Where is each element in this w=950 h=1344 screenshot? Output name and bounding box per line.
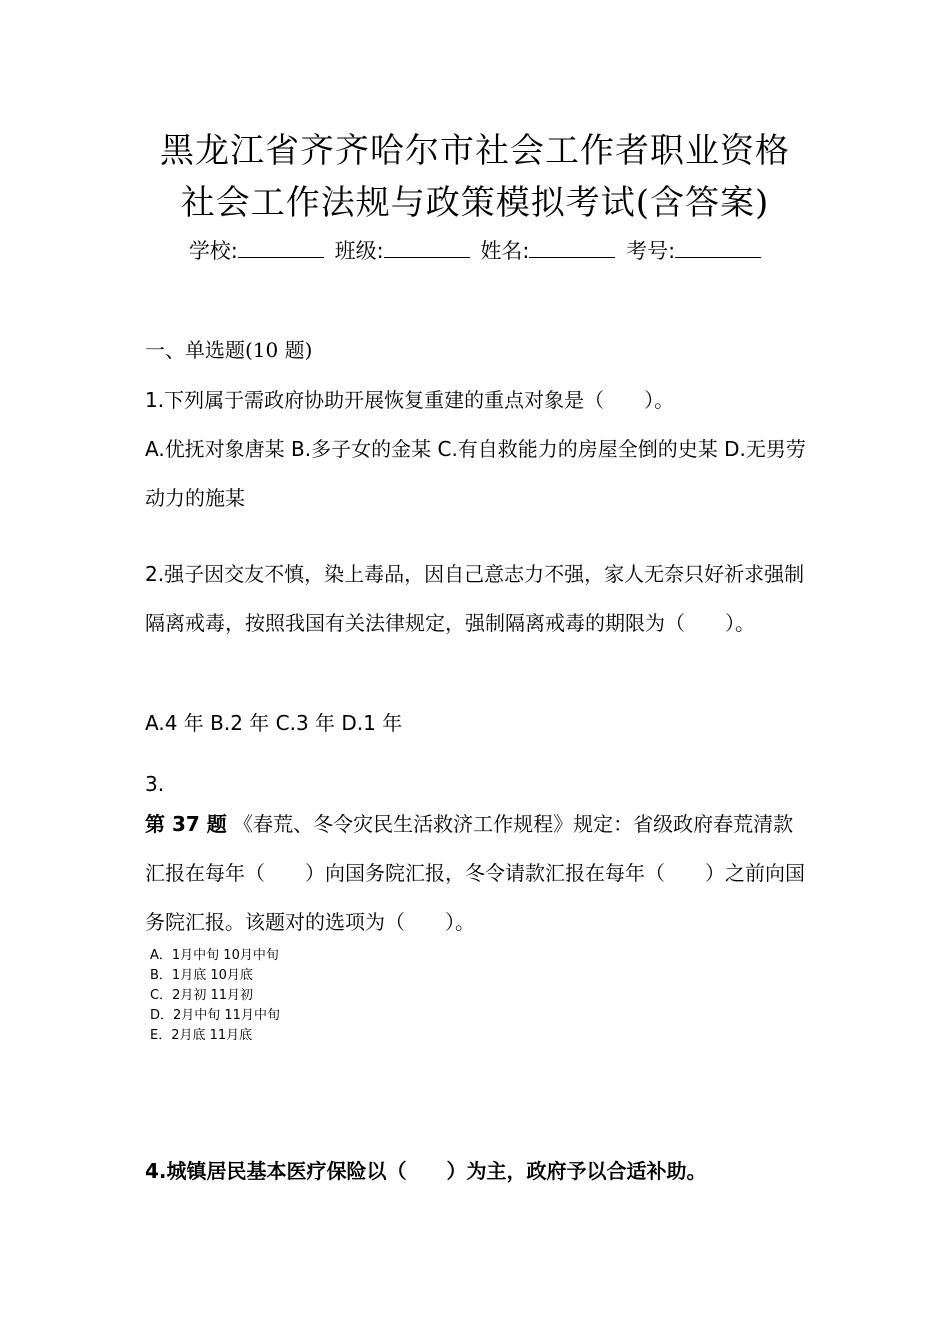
question-3-option-c: C．2月初 11月初 — [150, 988, 254, 1003]
question-2-options: A.4 年 B.2 年 C.3 年 D.1 年 — [145, 711, 403, 735]
question-3-label: 第 37 题 — [145, 812, 227, 836]
question-4-stem: 4.城镇居民基本医疗保险以（ ）为主，政府予以合适补助。 — [145, 1159, 707, 1183]
question-3-stem: 《春荒、冬令灾民生活救济工作规程》规定：省级政府春荒清款汇报在每年（ ）向国务院汇报，冬令请款汇报在每年（ ）之前向国务院汇报。该题对的选项为（ ）。 — [145, 812, 805, 934]
name-label: 姓名: — [480, 239, 530, 263]
document-title-line1: 黑龙江省齐齐哈尔市社会工作者职业资格 — [160, 131, 790, 171]
question-3-option-b: B．1月底 10月底 — [150, 968, 253, 983]
student-info-line — [0, 236, 950, 266]
school-blank — [238, 237, 324, 258]
question-1-options: A.优抚对象唐某 B.多子女的金某 C.有自救能力的房屋全倒的史某 D.无男劳动力的施某 — [145, 437, 806, 510]
exam-number-field — [626, 239, 761, 263]
question-3-option-e: E．2月底 11月底 — [150, 1028, 253, 1043]
exam-number-blank — [675, 237, 761, 258]
document-title-line2: 社会工作法规与政策模拟考试(含答案) — [180, 183, 770, 223]
question-3-options — [150, 946, 280, 1046]
question-3-number: 3. — [145, 772, 165, 796]
class-label: 班级: — [334, 239, 384, 263]
section-heading: 一、单选题(10 题) — [145, 338, 313, 362]
question-2-stem: 2.强子因交友不慎，染上毒品，因自己意志力不强，家人无奈只好祈求强制隔离戒毒，按照我国有关法律规定，强制隔离戒毒的期限为（ ）。 — [145, 562, 805, 635]
question-3-option-a: A．1月中旬 10月中旬 — [150, 948, 279, 963]
question-3-option-d: D．2月中旬 11月中旬 — [150, 1008, 280, 1023]
name-field — [480, 239, 615, 263]
class-field — [335, 239, 470, 263]
school-field — [189, 239, 324, 263]
question-3-body — [145, 800, 810, 947]
exam-number-label: 考号: — [626, 239, 676, 263]
name-blank — [529, 237, 615, 258]
question-1-stem: 1.下列属于需政府协助开展恢复重建的重点对象是（ ）。 — [145, 388, 675, 412]
class-blank — [384, 237, 470, 258]
school-label: 学校: — [188, 239, 238, 263]
